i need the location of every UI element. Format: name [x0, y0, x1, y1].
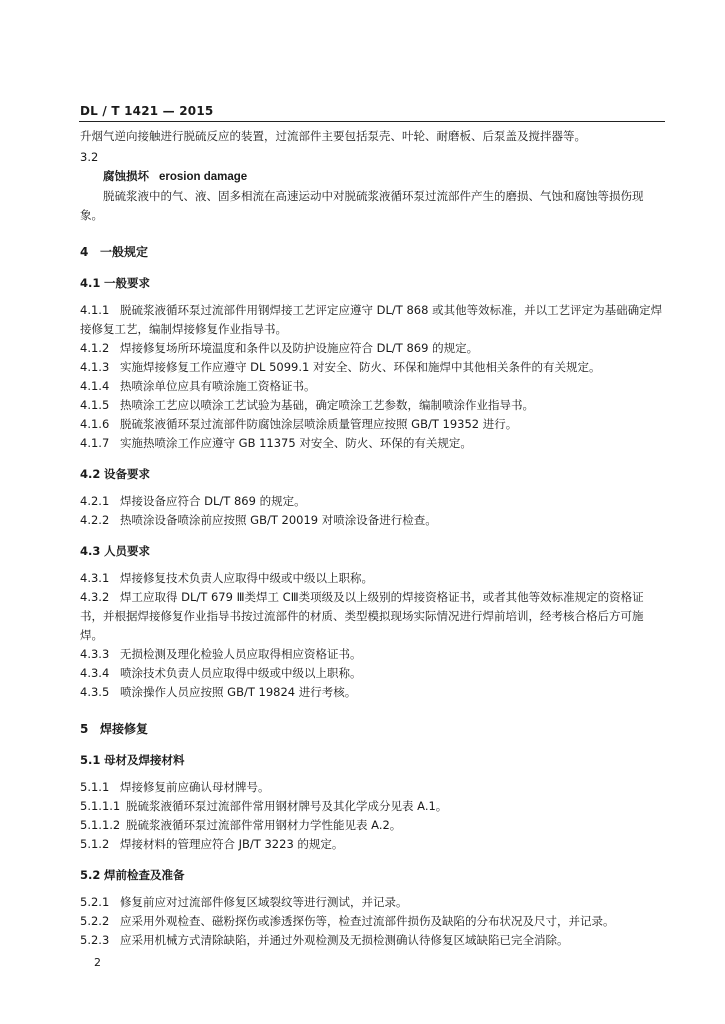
header-rule [79, 121, 665, 122]
clause-item: 5.1.2 焊接材料的管理应符合 JB/T 3223 的规定。 [80, 837, 344, 851]
clause-item: 5.2.2 应采用外观检查、磁粉探伤或渗透探伤等，检查过流部件损伤及缺陷的分布状况及尺寸，并记录。 [80, 914, 615, 928]
term-heading [80, 167, 664, 187]
clause-item: 4.3.1 焊接修复技术负责人应取得中级或中级以上职称。 [80, 571, 373, 585]
clause-item: 4.1.2 焊接修复场所环境温度和条件以及防护设施应符合 DL/T 869 的规定。 [80, 341, 479, 355]
term-english: erosion damage [159, 171, 248, 183]
clause-item: 4.3.2 焊工应取得 DL/T 679 Ⅲ类焊工 CⅢ类项级及以上级别的焊接资格证书，或者其他等效标准规定的资格证书，并根据焊接修复作业指导书按过流部件的材质、类型模拟现场实际情况进行焊前培训，经考核合格后方可施焊。 [80, 590, 644, 642]
clause-item: 4.3.5 喷涂操作人员应按照 GB/T 19824 进行考核。 [80, 685, 357, 699]
standard-code-header: DL / T 1421 — 2015 [80, 104, 214, 118]
clause-item: 5.2.1 修复前应对过流部件修复区域裂纹等进行测试，并记录。 [80, 895, 408, 909]
clause-item: 4.2.1 焊接设备应符合 DL/T 869 的规定。 [80, 494, 306, 508]
clause-item: 4.1.5 热喷涂工艺应以喷涂工艺试验为基础，确定喷涂工艺参数，编制喷涂作业指导书。 [80, 398, 534, 412]
clause-item: 5.1.1 焊接修复前应确认母材牌号。 [80, 780, 270, 794]
clause-item: 4.3.3 无损检测及理化检验人员应取得相应资格证书。 [80, 647, 362, 661]
clause-item: 4.3.4 喷涂技术负责人员应取得中级或中级以上职称。 [80, 666, 362, 680]
term-chinese: 腐蚀损坏 [103, 169, 149, 183]
section-heading: 4 一般规定 [80, 245, 149, 259]
clause-item: 5.2.3 应采用机械方式清除缺陷，并通过外观检测及无损检测确认待修复区域缺陷已完全消除。 [80, 933, 569, 947]
subsection-heading: 4.1 一般要求 [80, 276, 150, 290]
clause-item: 5.1.1.1 脱硫浆液循环泵过流部件常用钢材牌号及其化学成分见表 A.1。 [80, 799, 448, 813]
clause-item: 4.1.6 脱硫浆液循环泵过流部件防腐蚀涂层喷涂质量管理应按照 GB/T 19352 进行。 [80, 417, 518, 431]
subsection-heading: 4.2 设备要求 [80, 467, 150, 481]
continued-paragraph: 升烟气逆向接触进行脱硫反应的装置，过流部件主要包括泵壳、叶轮、耐磨板、后泵盖及搅拌器等。 [80, 129, 586, 143]
clause-item: 4.1.7 实施热喷涂工作应遵守 GB 11375 对安全、防火、环保的有关规定。 [80, 436, 472, 450]
document-body [80, 127, 664, 950]
clause-item: 4.2.2 热喷涂设备喷涂前应按照 GB/T 20019 对喷涂设备进行检查。 [80, 513, 437, 527]
subsection-heading: 5.2 焊前检查及准备 [80, 868, 185, 882]
subsection-heading: 5.1 母材及焊接材料 [80, 753, 185, 767]
term-definition: 脱硫浆液中的气、液、固多相流在高速运动中对脱硫浆液循环泵过流部件产生的磨损、气蚀和腐蚀等损伤现象。 [80, 189, 644, 222]
clause-item: 4.1.4 热喷涂单位应具有喷涂施工资格证书。 [80, 379, 316, 393]
clause-item: 4.1.1 脱硫浆液循环泵过流部件用钢焊接工艺评定应遵守 DL/T 868 或其他等效标准，并以工艺评定为基础确定焊接修复工艺，编制焊接修复作业指导书。 [80, 303, 663, 336]
page-number: 2 [94, 956, 101, 969]
subsection-heading: 4.3 人员要求 [80, 544, 150, 558]
clause-item: 5.1.1.2 脱硫浆液循环泵过流部件常用钢材力学性能见表 A.2。 [80, 818, 402, 832]
section-heading: 5 焊接修复 [80, 722, 149, 736]
clause-item: 4.1.3 实施焊接修复工作应遵守 DL 5099.1 对安全、防火、环保和施焊中其他相关条件的有关规定。 [80, 360, 601, 374]
term-number: 3.2 [80, 150, 99, 164]
